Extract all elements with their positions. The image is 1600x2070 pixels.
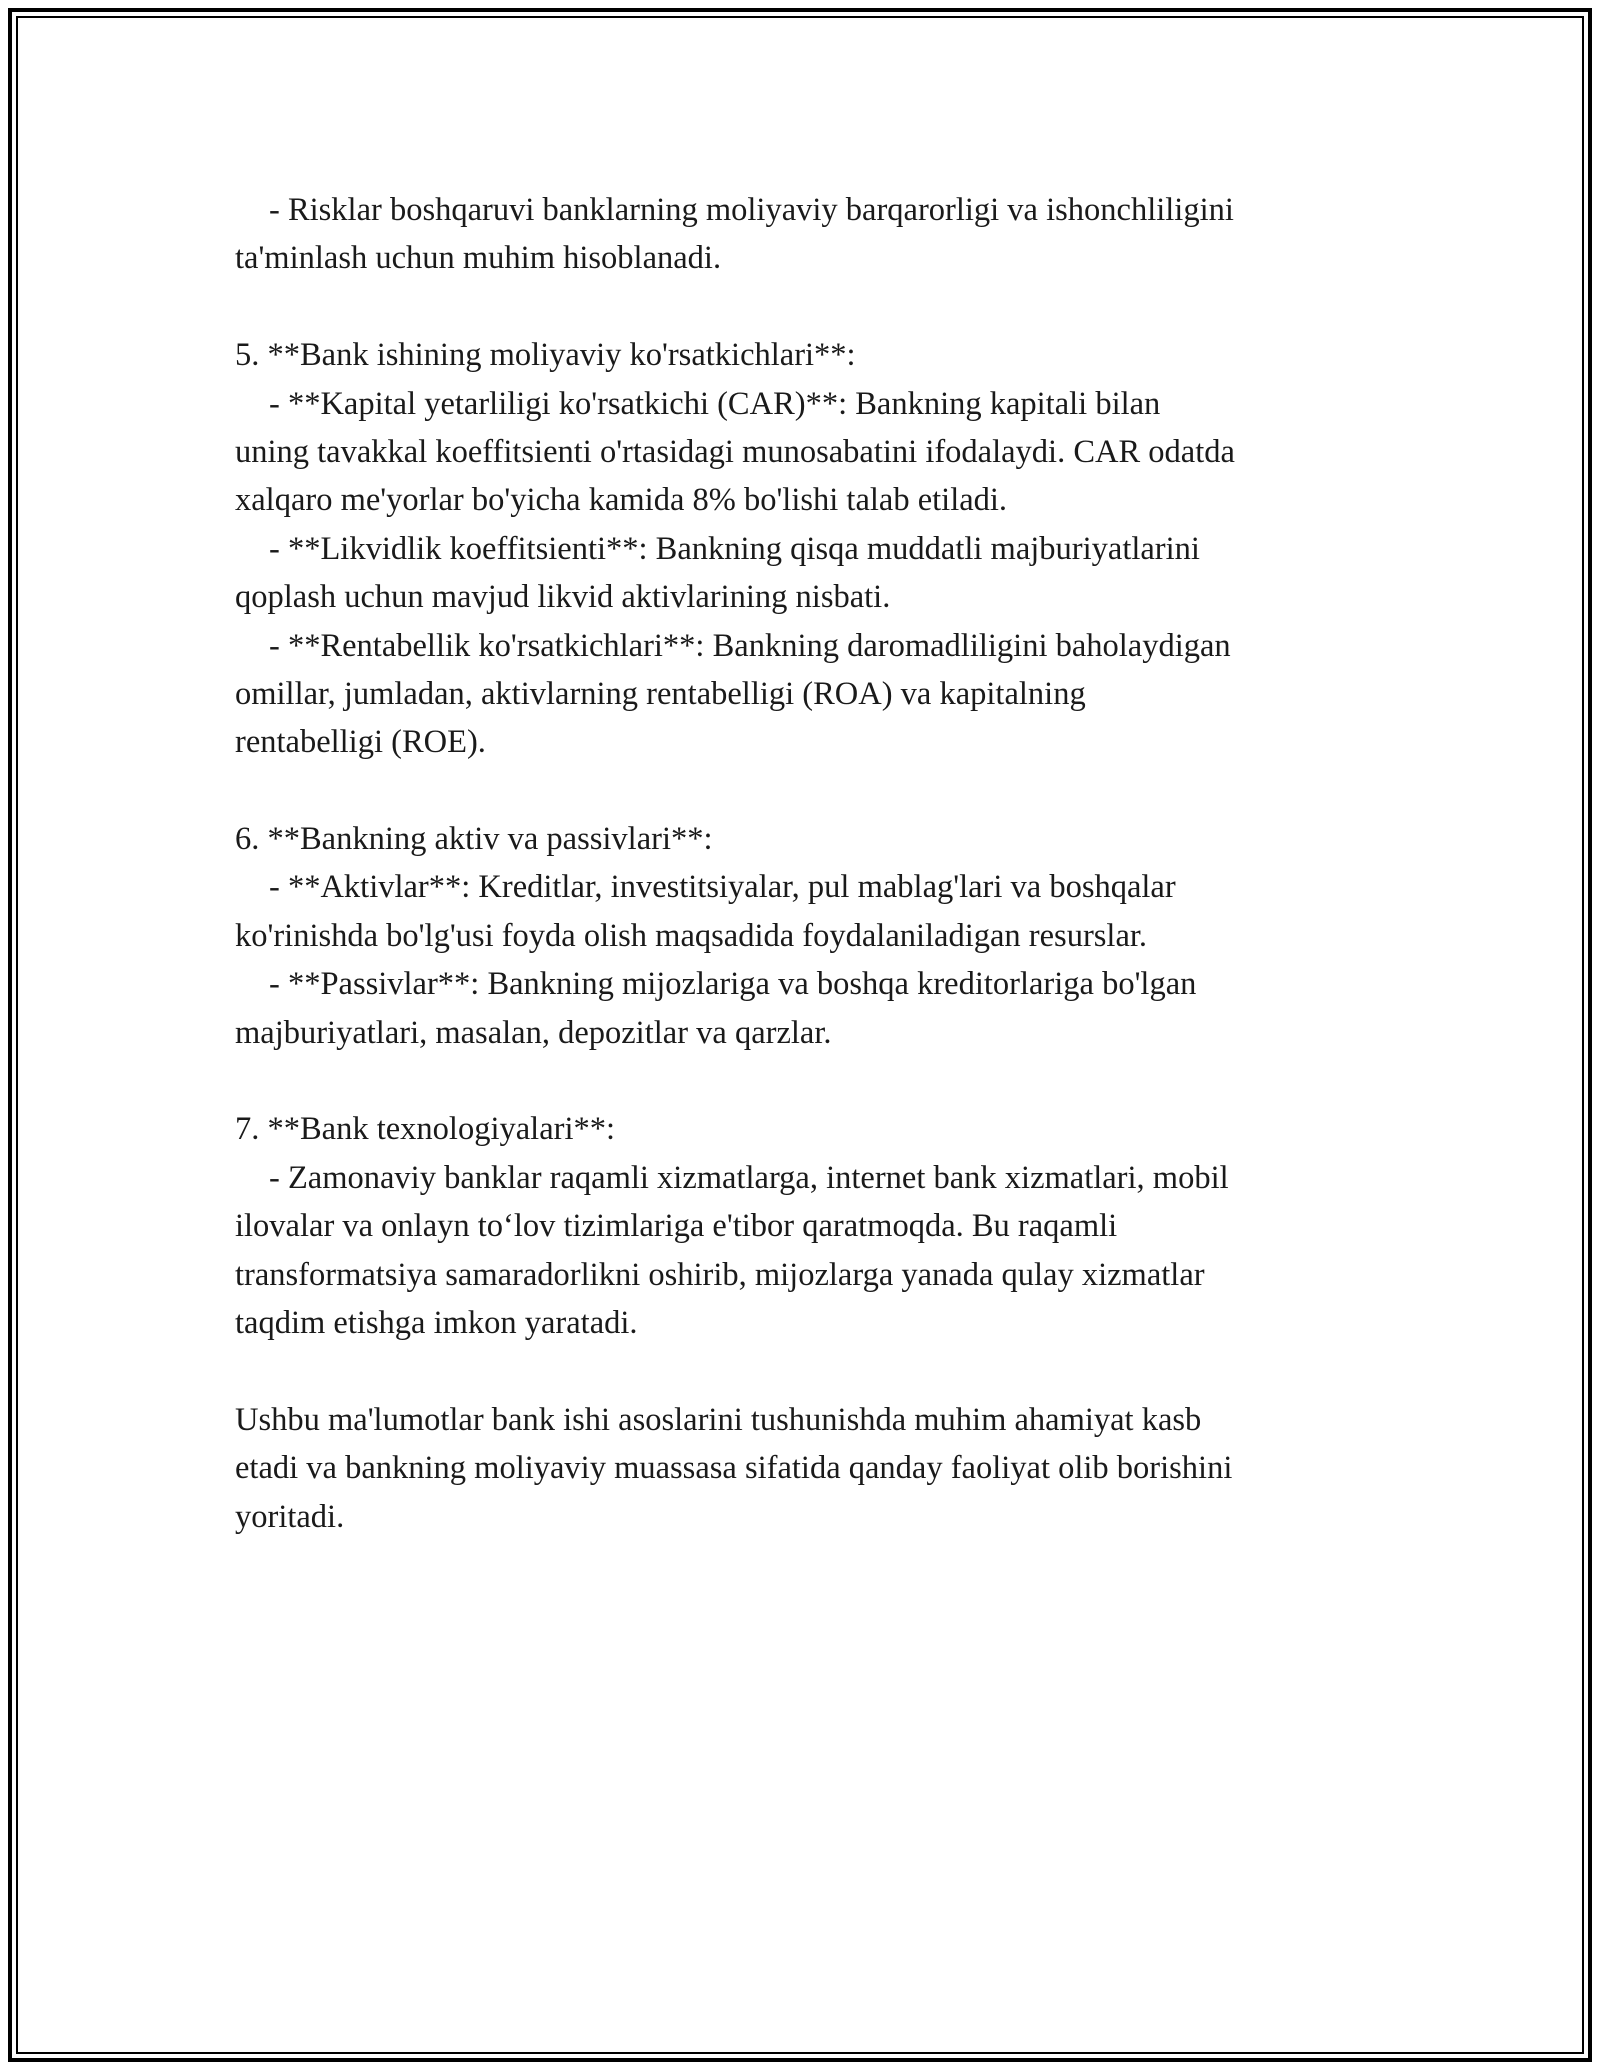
text-line: xalqaro me'yorlar bo'yicha kamida 8% bo'lishi talab etiladi.	[235, 482, 1008, 519]
paragraph-gap	[235, 1057, 1375, 1105]
text-line: omillar, jumladan, aktivlarning rentabelligi (ROA) va kapitalning	[235, 675, 1086, 712]
text-line: yoritadi.	[235, 1498, 345, 1535]
text-line: taqdim etishga imkon yaratadi.	[235, 1304, 638, 1341]
document-body	[235, 186, 1375, 1541]
text-line: uning tavakkal koeffitsienti o'rtasidagi munosabatini ifodalaydi. CAR odatda	[235, 433, 1235, 470]
paragraph-gap	[235, 1347, 1375, 1395]
text-line: - Zamonaviy banklar raqamli xizmatlarga, internet bank xizmatlari, mobil	[269, 1159, 1229, 1196]
text-line: majburiyatlari, masalan, depozitlar va qarzlar.	[235, 1014, 832, 1051]
text-line: Ushbu ma'lumotlar bank ishi asoslarini tushunishda muhim ahamiyat kasb	[235, 1401, 1202, 1438]
text-line: etadi va bankning moliyaviy muassasa sifatida qanday faoliyat olib borishini	[235, 1450, 1233, 1487]
paragraph-gap	[235, 283, 1375, 331]
text-line: ta'minlash uchun muhim hisoblanadi.	[235, 240, 722, 277]
text-line: - **Passivlar**: Bankning mijozlariga va boshqa kreditorlariga bo'lgan	[269, 966, 1197, 1003]
text-line: - **Rentabellik ko'rsatkichlari**: Bankning daromadliligini baholaydigan	[269, 627, 1231, 664]
text-line: transformatsiya samaradorlikni oshirib, mijozlarga yanada qulay xizmatlar	[235, 1256, 1205, 1293]
paragraph-gap	[235, 767, 1375, 815]
text-line: 5. **Bank ishining moliyaviy ko'rsatkichlari**:	[235, 337, 856, 374]
text-line: rentabelligi (ROE).	[235, 724, 486, 761]
text-line: - **Likvidlik koeffitsienti**: Bankning qisqa muddatli majburiyatlarini	[269, 530, 1200, 567]
text-line: ilovalar va onlayn to‘lov tizimlariga e'tibor qaratmoqda. Bu raqamli	[235, 1208, 1118, 1245]
text-line: - **Aktivlar**: Kreditlar, investitsiyalar, pul mablag'lari va boshqalar	[269, 869, 1176, 906]
text-line: qoplash uchun mavjud likvid aktivlarining nisbati.	[235, 579, 891, 616]
text-line: - Risklar boshqaruvi banklarning moliyaviy barqarorligi va ishonchliligini	[269, 192, 1234, 228]
text-line: ko'rinishda bo'lg'usi foyda olish maqsadida foydalaniladigan resurslar.	[235, 917, 1148, 954]
text-line: - **Kapital yetarliligi ko'rsatkichi (CAR)**: Bankning kapitali bilan	[269, 385, 1161, 422]
text-line: 7. **Bank texnologiyalari**:	[235, 1111, 616, 1148]
text-line: 6. **Bankning aktiv va passivlari**:	[235, 821, 713, 858]
